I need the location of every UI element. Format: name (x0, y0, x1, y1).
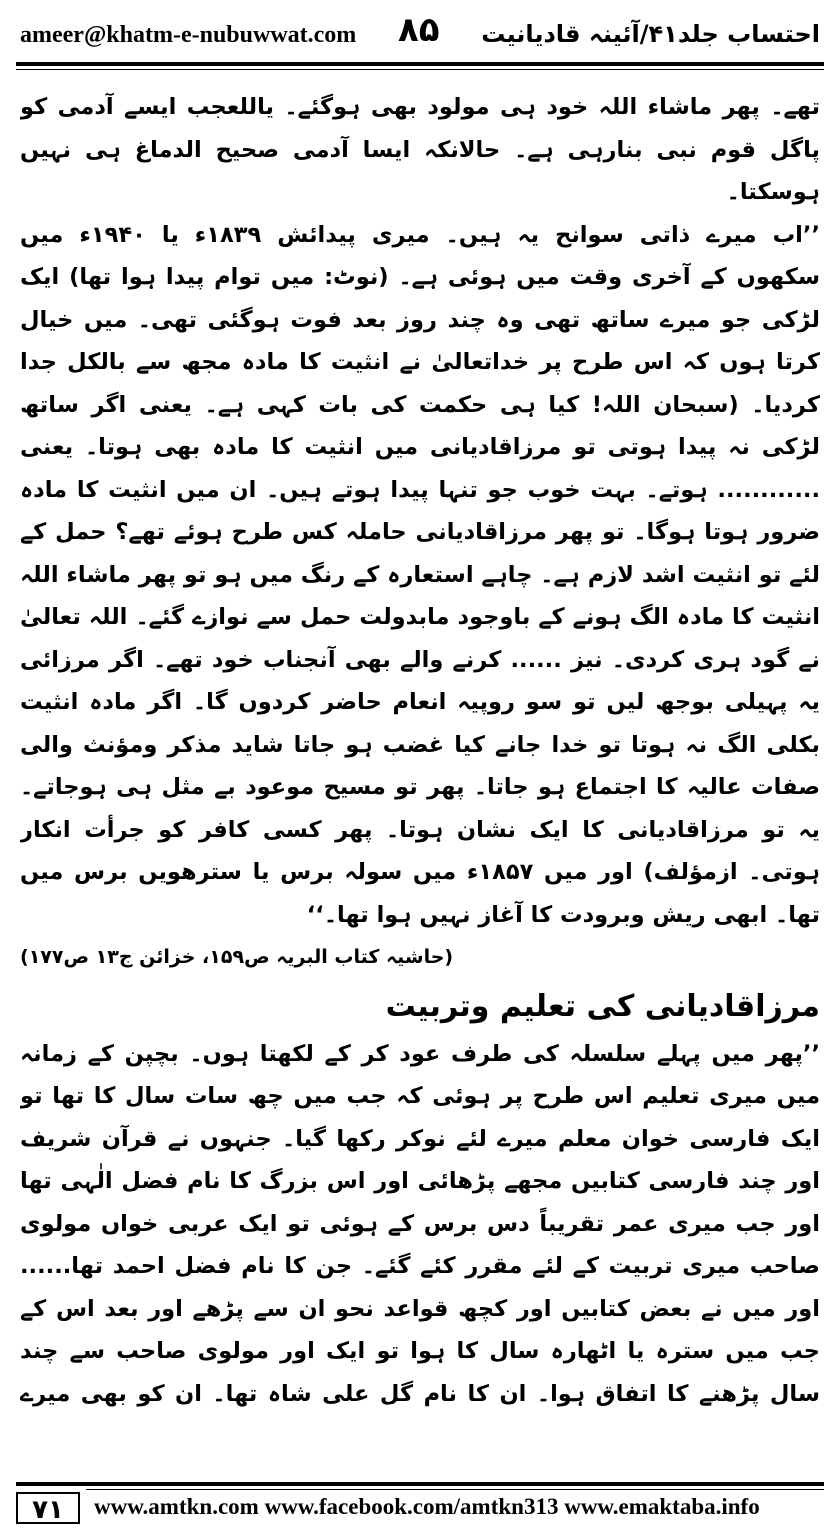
header-email: ameer@khatm-e-nubuwwat.com (20, 22, 357, 48)
page-footer (16, 1482, 824, 1526)
header-rule-thin (16, 69, 824, 70)
header-book-title: احتساب جلد۴۱/آئینہ قادیانیت (481, 20, 820, 48)
header-rule-thick (16, 62, 824, 66)
reference-line-1 (20, 936, 820, 979)
page-header (16, 8, 824, 62)
header-page-number: ۸۵ (398, 10, 440, 50)
reference-1: (حاشیہ کتاب البریہ ص۱۵۹، خزائن ج۱۳ ص۱۷۷) (20, 946, 454, 968)
footer-page-number: ۷۱ (16, 1492, 80, 1524)
paragraph-1: تھے۔ پھر ماشاء اللہ خود ہی مولود بھی ہوگئے۔ یاللعجب ایسے آدمی کو پاگل قوم نبی بنارہی ہے۔ حالانکہ ایسا آدمی صحیح الدماغ ہی نہیں ہوسکتا۔ (20, 94, 820, 205)
paragraph-2: ’’اب میرے ذاتی سوانح یہ ہیں۔ میری پیدائش ۱۸۳۹ء یا ۱۹۴۰ء میں سکھوں کے آخری وقت میں ہوئی ہے۔ (نوٹ: میں توام پیدا ہوا تھا) ایک لڑکی جو میرے ساتھ تھی وہ چند روز بعد فوت ہوگئی تھی۔ میں خیال کرتا ہوں کہ اس طرح پر خداتعالیٰ نے انثیت کا مادہ مجھ سے بالکل جدا کردیا۔ (سبحان اللہ! کیا ہی حکمت کی بات کہی ہے۔ یعنی اگر ساتھ لڑکی نہ پیدا ہوتی تو مرزاقادیانی میں انثیت کا مادہ بھی ہوتا۔ یعنی ............ ہوتے۔ بہت خوب جو تنہا پیدا ہوتے ہیں۔ ان میں انثیت کا مادہ ضرور ہوتا ہوگا۔ تو پھر مرزاقادیانی حاملہ کس طرح ہوئے تھے؟ حمل کے لئے تو انثیت اشد لازم ہے۔ چاہے استعارہ کے رنگ میں ہو تو پھر ماشاء اللہ انثیت کا مادہ الگ ہونے کے باوجود مابدولت حمل سے نوازے گئے۔ اللہ تعالیٰ نے گود ہری کردی۔ نیز ...... کرنے والے بھی آنجناب خود تھے۔ اگر مرزائی یہ پہیلی بوجھ لیں تو سو روپیہ انعام حاضر کردوں گا۔ اگر مادہ انثیت بکلی الگ نہ ہوتا تو خدا جانے کیا غضب ہو جاتا شاید مذکر ومؤنث والی صفات عالیہ کا اجتماع ہو جاتا۔ پھر تو مسیح موعود بے مثل ہی ہوجاتے۔ یہ تو مرزاقادیانی کا ایک نشان ہوتا۔ پھر کسی کافر کو جرأت انکار ہوتی۔ ازمؤلف) اور میں ۱۸۵۷ء میں سولہ برس یا سترھویں برس میں تھا۔ ابھی ریش وبرودت کا آغاز نہیں ہوا تھا۔‘‘ (20, 221, 820, 928)
footer-rule-thin (86, 1489, 824, 1490)
page-body (20, 86, 820, 1416)
footer-rule-thick (16, 1482, 824, 1486)
footer-links: www.amtkn.com www.facebook.com/amtkn313 www.emaktaba.info (94, 1494, 760, 1519)
paragraph-3: ’’پھر میں پہلے سلسلہ کی طرف عود کر کے لکھتا ہوں۔ بچپن کے زمانہ میں میری تعلیم اس طرح پر ہوئی کہ جب میں چھ سات سال کا تھا تو ایک فارسی خوان معلم میرے لئے نوکر رکھا گیا۔ جنہوں نے قرآن شریف اور چند فارسی کتابیں مجھے پڑھائی اور اس بزرگ کا نام فضل الٰہی تھا اور جب میری عمر تقریباً دس برس کے ہوئی تو ایک عربی خواں مولوی صاحب میری تربیت کے لئے مقرر کئے گئے۔ جن کا نام فضل احمد تھا...... اور میں نے بعض کتابیں اور کچھ قواعد نحو ان سے پڑھے اور بعد اس کے جب میں سترہ یا اٹھارہ سال کا ہوا تو ایک اور مولوی صاحب سے چند سال پڑھنے کا اتفاق ہوا۔ ان کا نام گل علی شاہ تھا۔ ان کو بھی میرے (20, 1040, 820, 1407)
section-heading: مرزاقادیانی کی تعلیم وتربیت (385, 988, 820, 1024)
